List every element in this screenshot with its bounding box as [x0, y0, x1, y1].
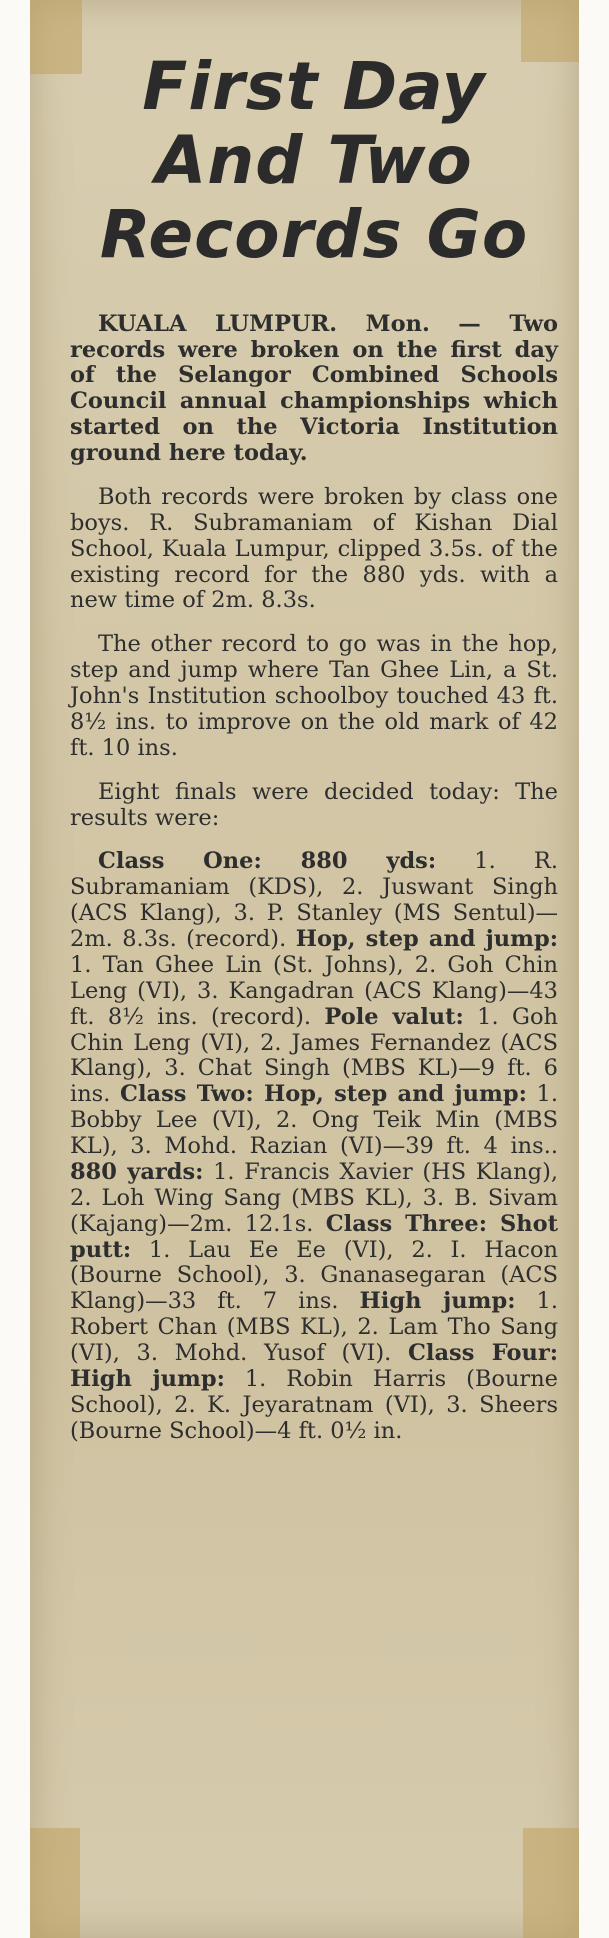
results-heading: Pole valut:	[324, 1003, 464, 1030]
results-paragraph	[70, 849, 558, 1444]
results-heading: Hop, step and jump:	[295, 926, 558, 953]
results-heading: Class Two: Hop, step and jump:	[120, 1081, 527, 1108]
newspaper-clipping	[30, 0, 579, 1938]
article	[70, 30, 558, 1445]
headline	[70, 50, 558, 272]
headline-line-2: And Two	[155, 121, 473, 199]
paragraph-hop-step-jump: The other record to go was in the hop, step and jump where Tan Ghee Lin, a St. John's Institution schoolboy touched 43 ft. 8½ ins. to improve on the old mark of 42 ft. 10 ins.	[70, 631, 558, 761]
tape-top-right	[521, 0, 579, 62]
paragraph-finals: Eight finals were decided today: The results were:	[70, 778, 558, 831]
results-heading: Class One: 880 yds:	[98, 848, 437, 875]
headline-line-1: First Day	[142, 48, 486, 125]
paragraph-records: Both records were broken by class one boys. R. Subramaniam of Kishan Dial School, Kuala Lumpur, clipped 3.5s. of the existing record for the 880 yds. with a new time of 2m. 8.3s.	[70, 483, 558, 614]
tape-top-left	[30, 0, 82, 74]
results-heading: Class Three: Shot putt:	[70, 1210, 558, 1263]
results-heading: Class Four: High jump:	[70, 1340, 558, 1392]
results-text: 1. Robin Harris (Bourne School), 2. K. Jeyaratnam (VI), 3. Sheers (Bourne School)—4 ft. 0½ in.	[70, 1365, 558, 1444]
results-text: 1. Goh Chin Leng (VI), 2. James Fernandez (ACS Klang), 3. Chat Singh (MBS KL)—9 ft. 6 ins.	[70, 1003, 558, 1108]
tape-bottom-left	[30, 1828, 80, 1938]
results-heading: 880 yards:	[70, 1158, 204, 1185]
tape-bottom-right	[523, 1828, 579, 1938]
results-text: 1. Lau Ee Ee (VI), 2. I. Hacon (Bourne School), 3. Gnanasegaran (ACS Klang)—33 ft. 7 ins.	[70, 1236, 558, 1315]
lead-paragraph: KUALA LUMPUR. Mon. — Two records were broken on the first day of the Selangor Combined Schools Council annual championships which started on the Victoria Institution ground here today.	[70, 310, 558, 467]
results-text: 1. Bobby Lee (VI), 2. Ong Teik Min (MBS KL), 3. Mohd. Razian (VI)—39 ft. 4 ins..	[70, 1081, 558, 1160]
results-heading: High jump:	[359, 1288, 516, 1315]
results-text: 1. R. Subramaniam (KDS), 2. Juswant Singh (ACS Klang), 3. P. Stanley (MS Sentul)—2m. 8.3s. (record).	[70, 848, 558, 953]
results-text: 1. Francis Xavier (HS Klang), 2. Loh Wing Sang (MBS KL), 3. B. Sivam (Kajang)—2m. 12.1s.	[70, 1158, 559, 1237]
results-text: 1. Robert Chan (MBS KL), 2. Lam Tho Sang (VI), 3. Mohd. Yusof (VI).	[70, 1288, 558, 1367]
results-text: 1. Tan Ghee Lin (St. Johns), 2. Goh Chin Leng (VI), 3. Kangadran (ACS Klang)—43 ft. 8½ ins. (record).	[70, 951, 558, 1030]
headline-line-3: Records Go	[99, 195, 529, 273]
